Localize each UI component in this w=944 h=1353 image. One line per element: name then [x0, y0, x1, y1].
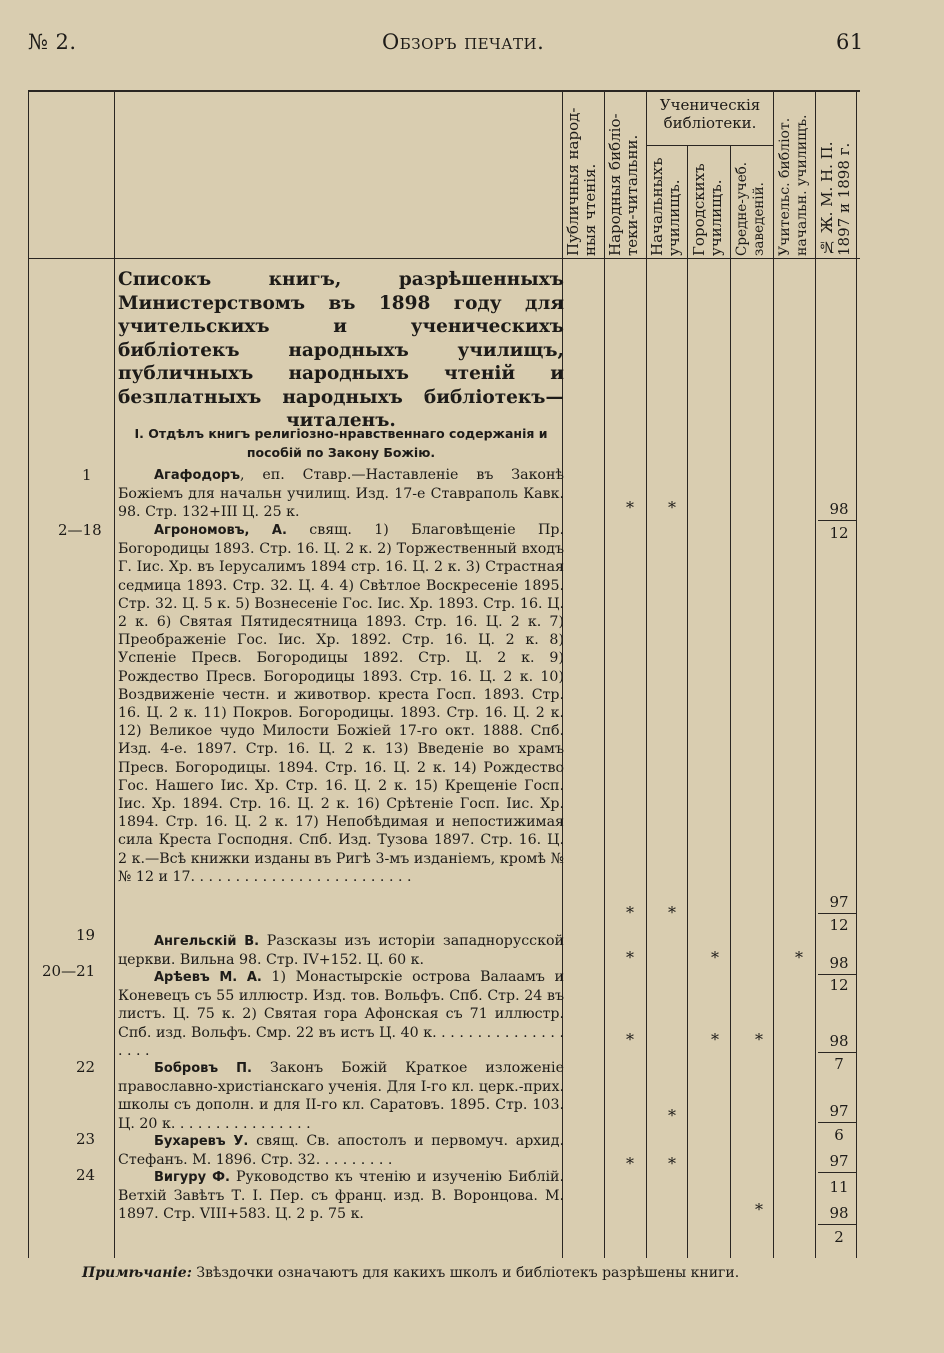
star-mark: * — [626, 1030, 634, 1049]
star-mark: * — [626, 1154, 634, 1173]
column-header-secondary-schools: Средне-учеб. заведеній. — [734, 161, 767, 256]
journal-ref-year: 97 — [829, 893, 849, 911]
entry-number: 23 — [76, 1130, 96, 1148]
journal-ref-year: 98 — [829, 1204, 849, 1222]
running-title: Обзоръ печати. — [382, 30, 545, 54]
column-header-city-schools: Городскихъ училищъ. — [690, 163, 725, 256]
entry-number: 24 — [76, 1166, 96, 1184]
list-item: Бухаревъ У. свящ. Св. апостолъ и первомуч. архид. Стефанъ. М. 1896. Стр. 32. . . . . . . . . — [118, 1133, 564, 1169]
entry-number: 19 — [76, 926, 96, 944]
entry-number: 22 — [76, 1058, 96, 1076]
star-mark: * — [668, 1106, 676, 1125]
journal-ref-number: 12 — [829, 524, 849, 542]
journal-ref-number: 12 — [829, 916, 849, 934]
entry-number: 1 — [82, 466, 92, 484]
list-item: Ангельскій В. Разсказы изъ исторіи западнорусской церкви. Вильна 98. Стр. IV+152. Ц. 60 к. — [118, 933, 564, 969]
journal-ref-number: 12 — [829, 976, 849, 994]
journal-ref-year: 97 — [829, 1102, 849, 1120]
journal-ref-number: 6 — [834, 1126, 844, 1144]
list-item: Бобровъ П. Законъ Божій Краткое изложеніе православно-христіанскаго ученія. Для I-го кл. церк.-прих. школы съ дополн. и для II-го кл. Саратовъ. 1895. Стр. 103. Ц. 20 к. . . . . . . . . . . . . . . . — [118, 1060, 564, 1132]
journal-ref-year: 98 — [829, 954, 849, 972]
list-item: Вигуру Ф. Руководство къ чтенію и изученію Библій. Ветхій Завѣтъ Т. I. Пер. съ франц. изд. В. Воронцова. М. 1897. Стр. VIII+583. Ц. 2 р. 75 к. — [118, 1169, 564, 1223]
star-mark: * — [755, 1030, 763, 1049]
issue-number: № 2. — [28, 30, 77, 54]
journal-ref-number: 7 — [834, 1055, 844, 1073]
journal-ref-year: 97 — [829, 1152, 849, 1170]
column-header-primary-schools: Начальныхъ училищъ. — [648, 157, 683, 256]
footnote: Примѣчаніе: Звѣздочки означаютъ для какихъ школъ и библіотекъ разрѣшены книги. — [82, 1265, 740, 1281]
list-item: Агрономовъ, А. свящ. 1) Благовѣщеніе Пр. Богородицы 1893. Стр. 16. Ц. 2 к. 2) Торжественный входъ Г. Іис. Хр. въ Іерусалимъ 1894 стр. 16. Ц. 2 к. 3) Страстная седмица 1893. Стр. 32. Ц. 4. 4) Свѣтлое Воскресеніе 1895. Стр. 32. Ц. 5 к. 5) Вознесеніе Гос. Іис. Хр. 1893. Стр. 16. Ц. 2 к. 6) Святая Пятидесятница 1893. Стр. 16. Ц. 2 к. 7) Преображеніе Гос. Іис. Хр. 1892. Стр. 16. Ц. 2 к. 8) Успеніе Пресв. Богородицы 1892. Стр. Ц. 2 к. 9) Рождество Пресв. Богородицы 1893. Стр. 16. Ц. 2 к. 10) Воздвиженіе честн. и животвор. креста Госп. 1893. Стр. 16. Ц. 2 к. 11) Покров. Богородицы. 1893. Стр. 16. Ц. 2 к. 12) Великое чудо Милости Божіей 17-го окт. 1888. Спб. Изд. 4-е. 1897. Стр. 16. Ц. 2 к. 13) Введеніе во храмъ Пресв. Богородицы. 1894. Стр. 16. Ц. 2 к. 14) Рождество Гос. Нашего Іис. Хр. Стр. 16. Ц. 2 к. 15) Крещеніе Госп. Іис. Хр. 1894. Стр. 16. Ц. 2 к. 16) Срѣтеніе Госп. Іис. Хр. 1894. Стр. 16. Ц. 2 к. 17) Непобѣдимая и непостижимая сила Креста Господня. Спб. Изд. Тузова 1897. Стр. 16. Ц. 2 к.—Всѣ книжки изданы въ Ригѣ 3-мъ изданіемъ, кромѣ №№ 12 и 17. . . . . . . . . . . . . . . . . . . . . . . . . — [118, 522, 564, 885]
star-mark: * — [668, 1154, 676, 1173]
page-number: 61 — [836, 30, 864, 54]
star-mark: * — [626, 498, 634, 517]
star-mark: * — [626, 948, 634, 967]
journal-ref-year: 98 — [829, 1032, 849, 1050]
star-mark: * — [795, 948, 803, 967]
list-title: Списокъ книгъ, разрѣшенныхъ Министерствомъ въ 1898 году для учительскихъ и ученическихъ библіотекъ народныхъ училищъ, публичныхъ народныхъ чтеній и безплатныхъ народныхъ библіотекъ—читаленъ. — [118, 269, 564, 431]
column-header-teacher-libraries: Учительс. библiот. начальн. училищъ. — [777, 114, 810, 256]
star-mark: * — [711, 948, 719, 967]
journal-ref-year: 98 — [829, 500, 849, 518]
journal-ref-number: 2 — [834, 1228, 844, 1246]
star-mark: * — [668, 498, 676, 517]
list-item: Арѣевъ М. А. 1) Монастырскіе острова Валаамъ и Коневецъ съ 55 иллюстр. Изд. тов. Вольфъ. Спб. Стр. 24 въ листъ. Ц. 75 к. 2) Святая гора Афонская съ 71 иллюстр. Спб. изд. Вольфъ. Смр. 22 въ истъ Ц. 40 к. . . . . . . . . . . . . . . . . . . — [118, 969, 565, 1059]
column-header-reading-rooms: Народныя библіо- теки-читальни. — [606, 113, 641, 256]
journal-ref-number: 11 — [829, 1178, 849, 1196]
star-mark: * — [626, 903, 634, 922]
column-header-public-readings: Публичныя народ- ныя чтенія. — [564, 107, 599, 256]
entry-number: 2—18 — [58, 521, 102, 539]
star-mark: * — [711, 1030, 719, 1049]
star-mark: * — [668, 903, 676, 922]
list-item: Агафодоръ, еп. Ставр.—Наставленіе въ Законѣ Божіемъ для начальн училищ. Изд. 17-е Ставраполь Кавк. 98. Стр. 132+III Ц. 25 к. — [118, 467, 564, 521]
entry-number: 20—21 — [42, 962, 96, 980]
column-header-journal-ref: № Ж. М. Н. П. 1897 и 1898 г. — [818, 141, 853, 256]
column-header-student-libraries: Ученическія библiотеки. — [659, 96, 761, 132]
star-mark: * — [755, 1200, 763, 1219]
section-heading: I. Отдѣлъ книгъ религіозно-нравственнаго содержанія и пособій по Закону Божію. — [134, 426, 548, 460]
